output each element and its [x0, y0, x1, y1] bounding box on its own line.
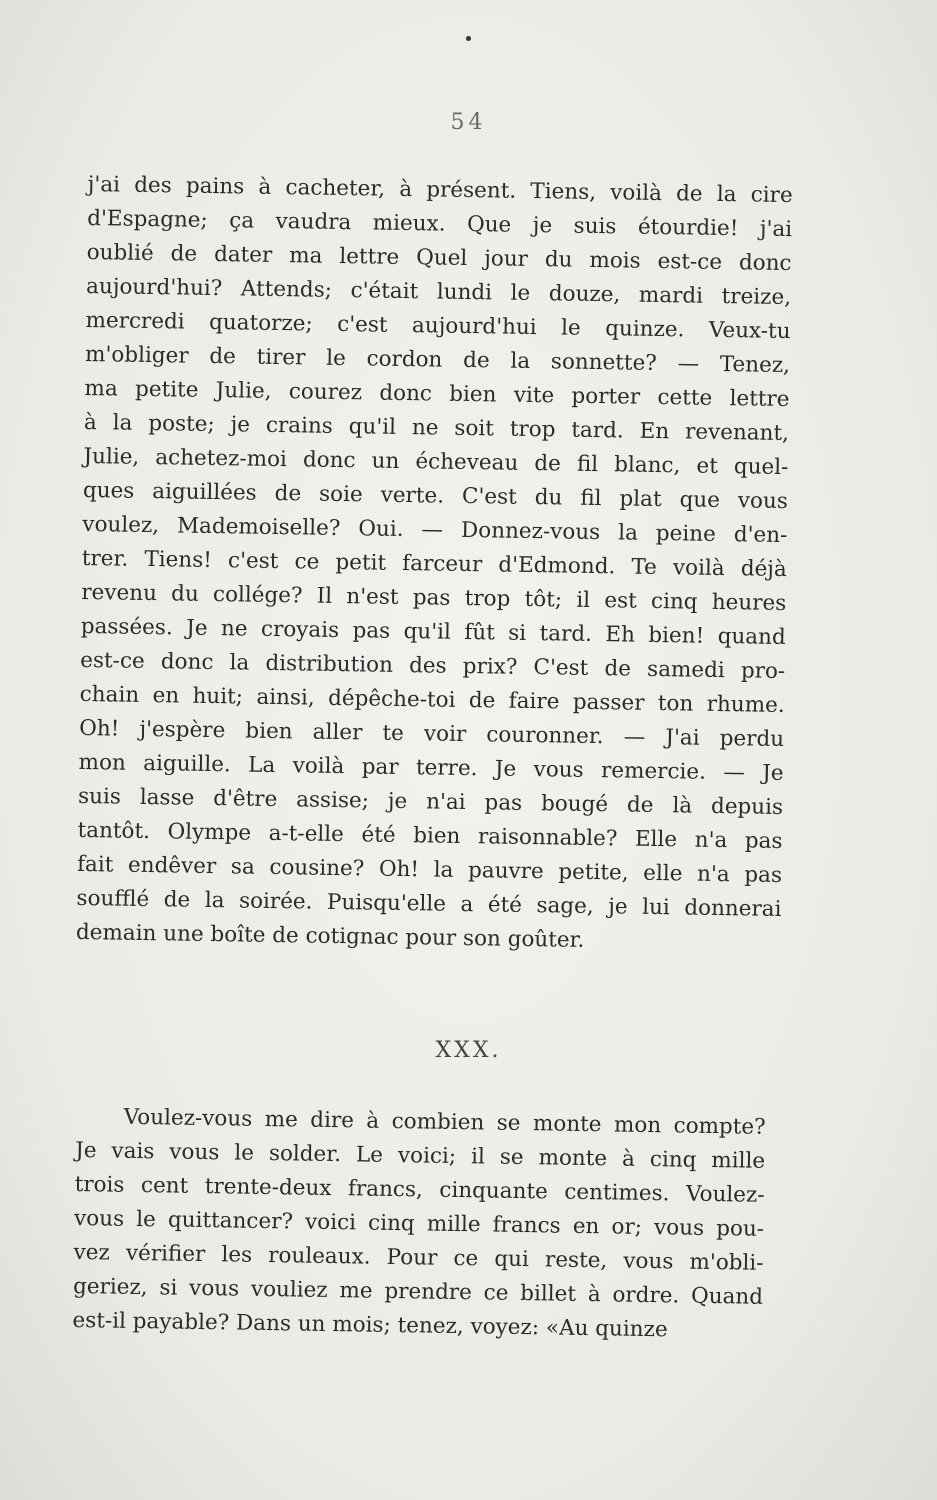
- text-line: Je vais vous le solder. Le voici; il se monte à cinq mille: [75, 1137, 766, 1174]
- text-line: aujourd'hui? Attends; c'était lundi le douze, mardi treize,: [85, 273, 792, 311]
- text-line: j'ai des pains à cacheter, à présent. Tiens, voilà de la cire: [87, 171, 793, 209]
- text-line: est-ce donc la distribution des prix? C'est de samedi pro-: [80, 647, 786, 685]
- text-line: revenu du collége? Il n'est pas trop tôt; il est cinq heures: [81, 579, 787, 617]
- text-line: trois cent trente-deux francs, cinquante centimes. Voulez-: [74, 1171, 765, 1208]
- text-line: vous le quittancer? voici cinq mille francs en or; vous pou-: [73, 1205, 765, 1242]
- text-line: est-il payable? Dans un mois; tenez, voyez: «Au quinze: [72, 1307, 668, 1343]
- text-line: à la poste; je crains qu'il ne soit trop tard. En revenant,: [83, 409, 790, 447]
- text-line: tantôt. Olympe a-t-elle été bien raisonnable? Elle n'a pas: [77, 817, 783, 854]
- text-line: suis lasse d'être assise; je n'ai pas bougé de là depuis: [77, 783, 784, 820]
- text-line: passées. Je ne croyais pas qu'il fût si tard. Eh bien! quand: [80, 613, 786, 651]
- text-line: Voulez-vous me dire à combien se monte mon compte?: [123, 1104, 766, 1140]
- paragraph-1: [76, 168, 793, 961]
- text-line: trer. Tiens! c'est ce petit farceur d'Edmond. Te voilà déjà: [81, 545, 787, 583]
- text-line: ma petite Julie, courez donc bien vite porter cette lettre: [84, 375, 790, 413]
- text-line: ques aiguillées de soie verte. C'est du fil plat que vous: [82, 477, 789, 515]
- text-line: Julie, achetez-moi donc un écheveau de fil blanc, et quel-: [83, 443, 789, 481]
- text-line: oublié de dater ma lettre Quel jour du mois est-ce donc: [86, 239, 792, 277]
- ink-speck: [466, 36, 471, 41]
- text-line: geriez, si vous vouliez me prendre ce billet à ordre. Quand: [72, 1273, 764, 1310]
- text-line: m'obliger de tirer le cordon de la sonnette? — Tenez,: [84, 341, 791, 379]
- text-line: mercredi quatorze; c'est aujourd'hui le quinze. Veux-tu: [85, 307, 791, 345]
- text-line: Oh! j'espère bien aller te voir couronner. — J'ai perdu: [78, 715, 785, 753]
- text-line: soufflé de la soirée. Puisqu'elle a été sage, je lui donnerai: [76, 885, 782, 922]
- page-number: 54: [450, 110, 487, 135]
- text-line: chain en huit; ainsi, dépêche-toi de faire passer ton rhume.: [79, 681, 785, 719]
- text-line: voulez, Mademoiselle? Oui. — Donnez-vous la peine d'en-: [82, 511, 788, 549]
- text-line: demain une boîte de cotignac pour son goûter.: [75, 919, 585, 953]
- text-line: fait endêver sa cousine? Oh! la pauvre petite, elle n'a pas: [76, 851, 783, 888]
- text-line: mon aiguille. La voilà par terre. Je vous remercie. — Je: [78, 749, 784, 786]
- text-line: d'Espagne; ça vaudra mieux. Que je suis étourdie! j'ai: [87, 205, 793, 243]
- paragraph-2: [72, 1100, 766, 1349]
- section-heading: XXX.: [435, 1038, 502, 1063]
- text-line: vez vérifier les rouleaux. Pour ce qui reste, vous m'obli-: [73, 1239, 764, 1276]
